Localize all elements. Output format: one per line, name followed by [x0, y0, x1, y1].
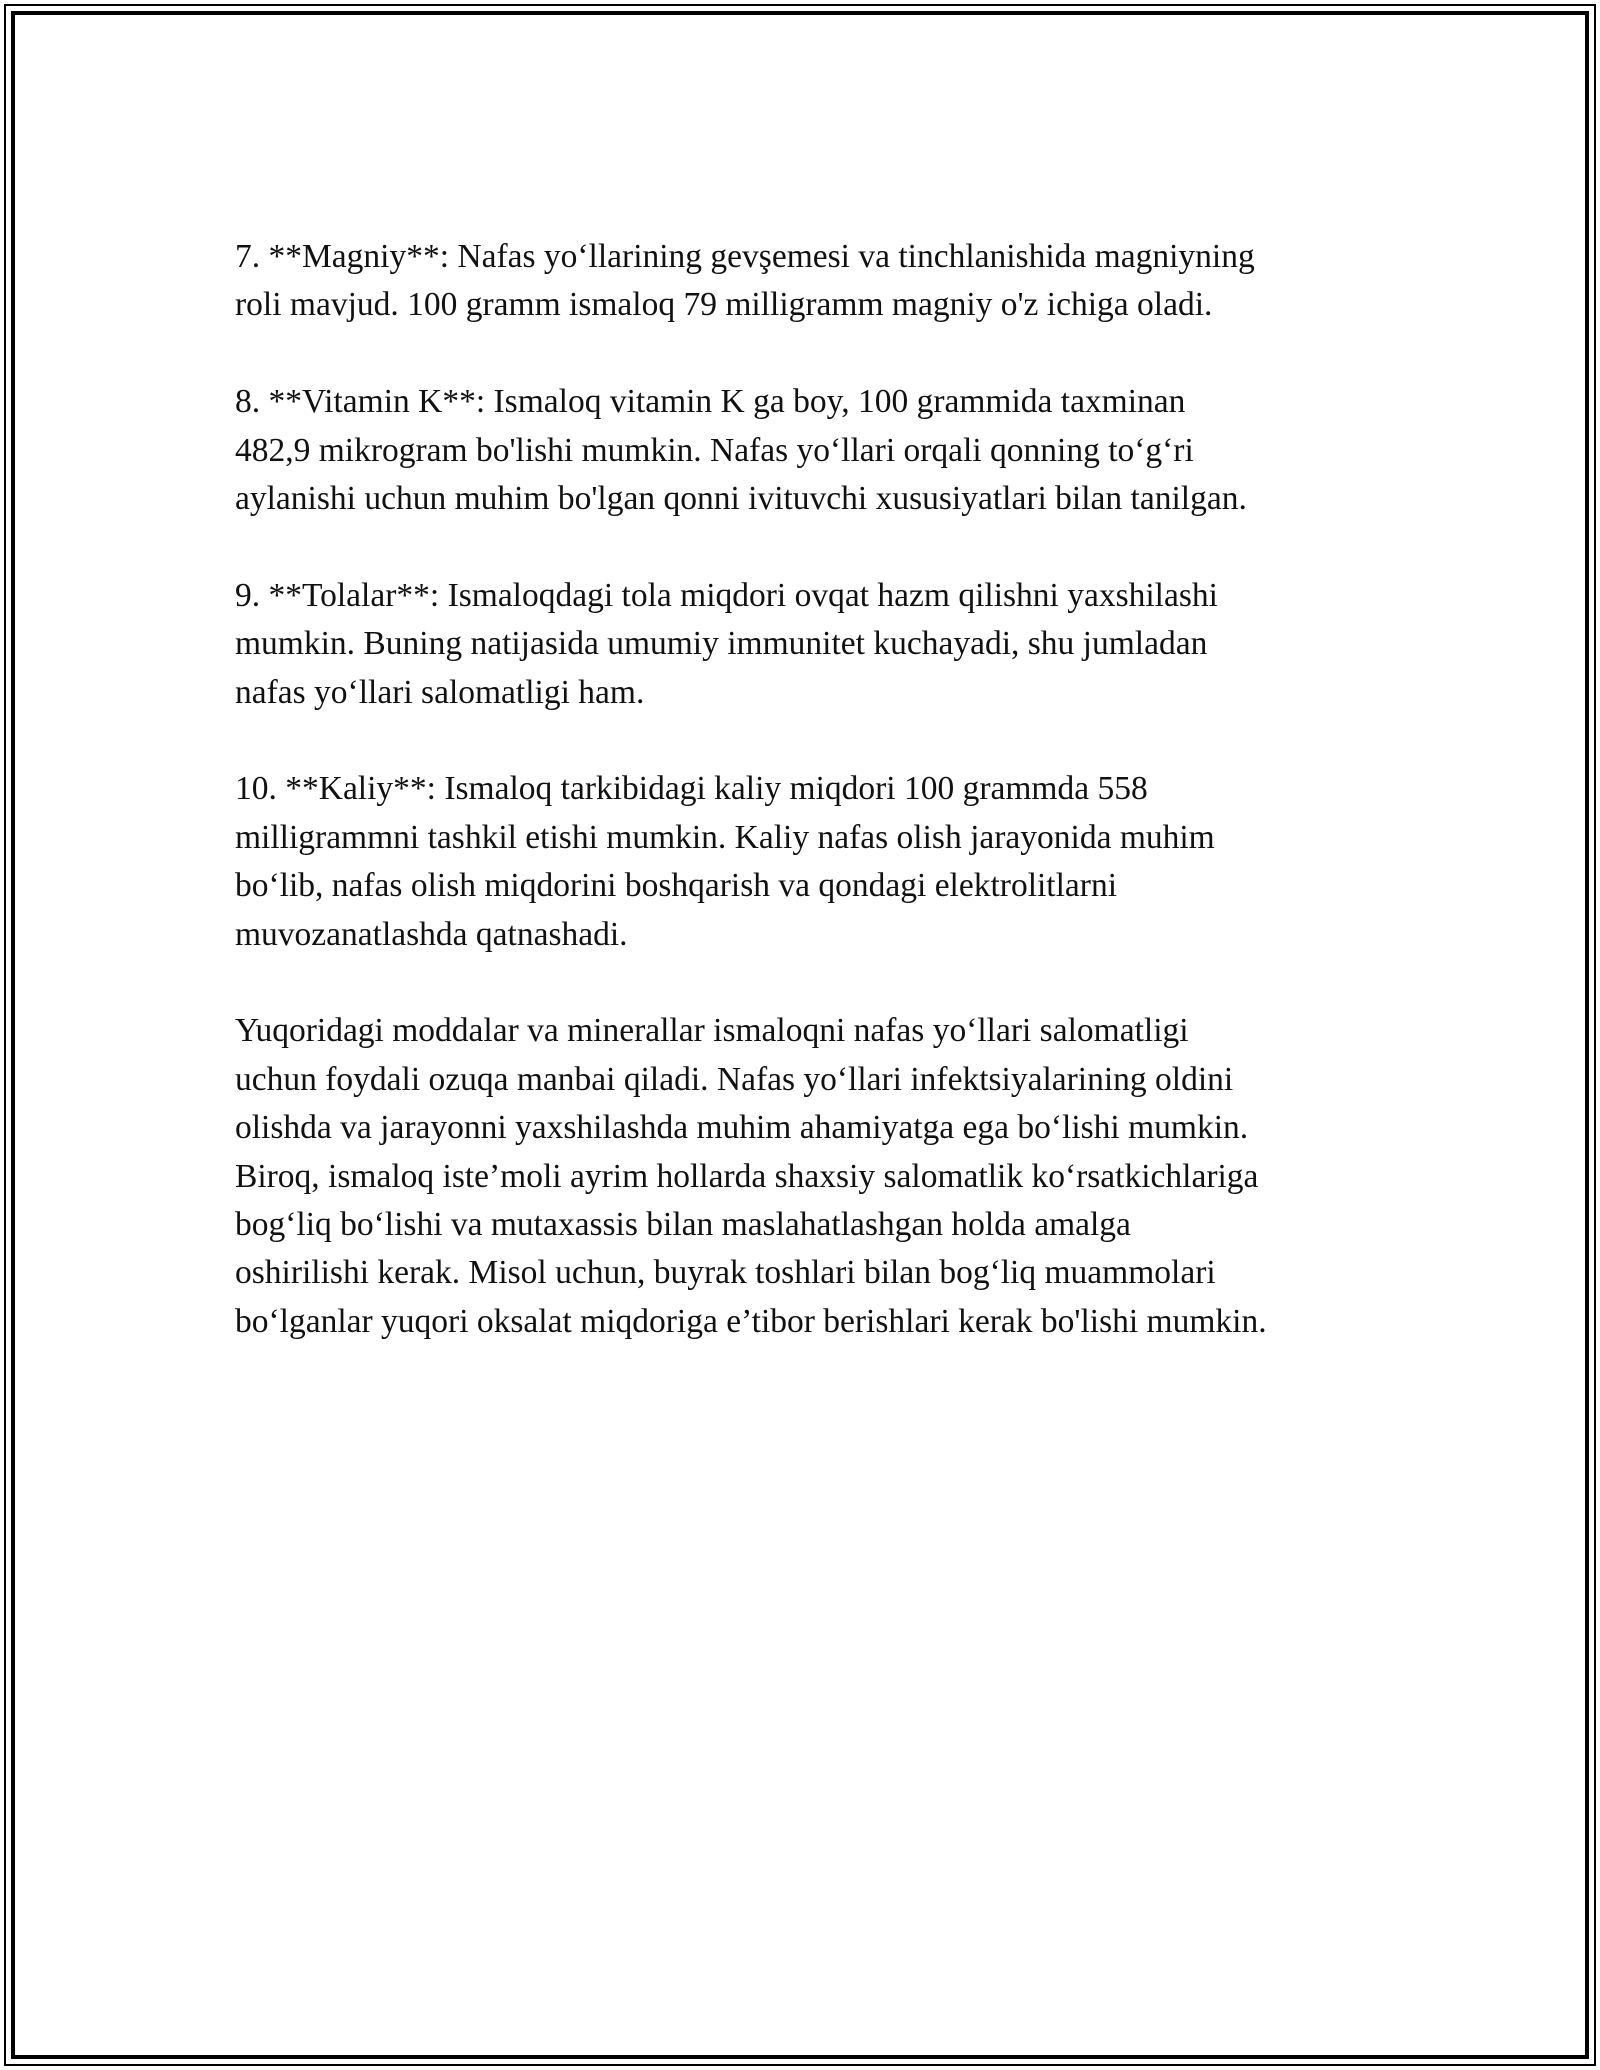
paragraph-kaliy: 10. **Kaliy**: Ismaloq tarkibidagi kaliy miqdori 100 grammda 558 milligrammni tashkil etishi mumkin. Kaliy nafas olish jarayonida muhim bo‘lib, nafas olish miqdorini boshqarish va qondagi elektrolitlarni muvozanatlashda qatnashadi.	[235, 770, 1215, 953]
paragraph-magniy: 7. **Magniy**: Nafas yo‘llarining gevşemesi va tinchlanishida magniyning roli mavjud. 100 gramm ismaloq 79 milligramm magniy o'z ichiga oladi.	[235, 238, 1255, 324]
paragraph-vitamin-k: 8. **Vitamin K**: Ismaloq vitamin K ga boy, 100 grammida taxminan 482,9 mikrogram bo'lishi mumkin. Nafas yo‘llari orqali qonning to‘g‘ri aylanishi uchun muhim bo'lgan qonni ivituvchi xususiyatlari bilan tanilgan.	[235, 383, 1247, 518]
paragraph-tolalar: 9. **Tolalar**: Ismaloqdagi tola miqdori ovqat hazm qilishni yaxshilashi mumkin. Buning natijasida umumiy immunitet kuchayadi, shu jumladan nafas yo‘llari salomatligi ham.	[235, 576, 1218, 711]
document-body	[235, 233, 1395, 1395]
paragraph-conclusion: Yuqoridagi moddalar va minerallar ismaloqni nafas yo‘llari salomatligi uchun foydali ozuqa manbai qiladi. Nafas yo‘llari infektsiyalarining oldini olishda va jarayonni yaxshilashda muhim ahamiyatga ega bo‘lishi mumkin. Biroq, ismaloq iste’moli ayrim hollarda shaxsiy salomatlik ko‘rsatkichlariga bog‘liq bo‘lishi va mutaxassis bilan maslahatlashgan holda amalga oshirilishi kerak. Misol uchun, buyrak toshlari bilan bog‘liq muammolari bo‘lganlar yuqori oksalat miqdoriga e’tibor berishlari kerak bo'lishi mumkin.	[235, 1012, 1267, 1340]
